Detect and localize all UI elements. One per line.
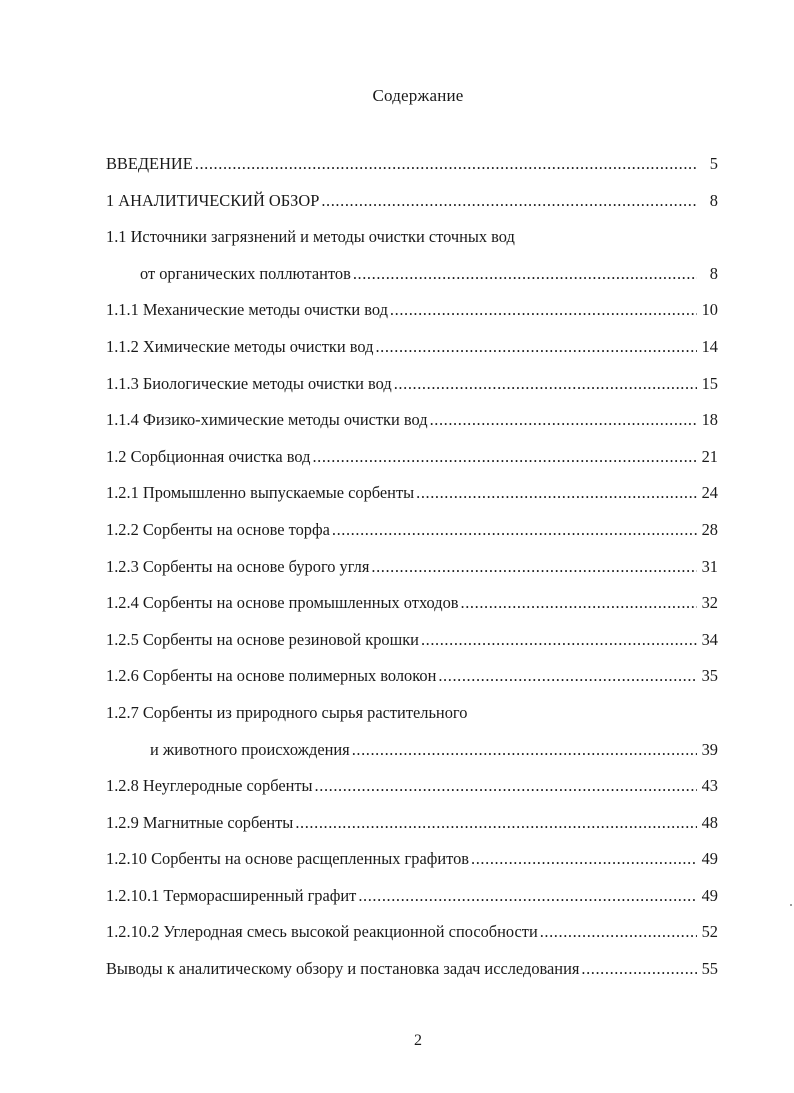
toc-entry-label: 1.1.4 Физико-химические методы очистки вод xyxy=(106,410,428,430)
toc-entry-label: 1.2.10.2 Углеродная смесь высокой реакционной способности xyxy=(106,922,538,942)
dot-leader xyxy=(375,339,697,355)
toc-entry-page: 49 xyxy=(701,885,718,905)
dot-leader xyxy=(430,412,697,428)
toc-entry-1-2-4 xyxy=(106,595,718,632)
toc-entry-1-1-line-2 xyxy=(106,263,718,303)
toc-entry-1-2-9 xyxy=(106,812,718,852)
page-title: Содержание xyxy=(372,86,464,105)
toc-entry-label: 1.2.3 Сорбенты на основе бурого угля xyxy=(106,556,370,576)
toc-entry-1-2-8 xyxy=(106,778,718,815)
toc-entry-1-2-3 xyxy=(106,556,718,596)
toc-entry-1-2-7-line-2 xyxy=(106,739,718,779)
toc-entry-label: 1.2.7 Сорбенты из природного сырья растительного xyxy=(106,702,468,722)
toc-entry-label: 1.2.6 Сорбенты на основе полимерных волокон xyxy=(106,666,437,686)
toc-entry-label: 1 АНАЛИТИЧЕСКИЙ ОБЗОР xyxy=(106,190,320,210)
toc-entry-label: 1.2.5 Сорбенты на основе резиновой крошки xyxy=(106,629,419,649)
toc-entry-chapter-1 xyxy=(106,190,718,230)
dot-leader xyxy=(394,376,697,392)
toc-entry-page: 39 xyxy=(701,739,718,759)
toc-entry-label: 1.1.2 Химические методы очистки вод xyxy=(106,336,374,356)
toc-entry-1-2 xyxy=(106,446,718,486)
toc-entry-page: 28 xyxy=(701,519,718,539)
toc-entry-label: 1.1.1 Механические методы очистки вод xyxy=(106,300,388,320)
toc-entry-label: 1.2.1 Промышленно выпускаемые сорбенты xyxy=(106,483,415,503)
toc-entry-1-1-line-1 xyxy=(106,229,718,266)
toc-entry-label: 1.1.3 Биологические методы очистки вод xyxy=(106,373,392,393)
dot-leader xyxy=(471,851,697,867)
toc-entry-page: 52 xyxy=(701,922,718,942)
dot-leader xyxy=(358,888,697,904)
toc-entry-page: 5 xyxy=(709,154,718,173)
toc-entry-label: 1.2 Сорбционная очистка вод xyxy=(106,446,311,466)
toc-entry-label: 1.2.10.1 Терморасширенный графит xyxy=(106,885,357,905)
toc-entry-label: 1.2.9 Магнитные сорбенты xyxy=(106,812,294,832)
toc-entry-page: 32 xyxy=(701,593,718,613)
toc-entry-1-2-10-2 xyxy=(106,924,718,961)
toc-entry-page: 18 xyxy=(701,410,718,430)
toc-entry-1-1-2 xyxy=(106,336,718,376)
toc-entry-page: 8 xyxy=(709,190,718,210)
dot-leader xyxy=(352,742,697,758)
dot-leader xyxy=(416,485,697,501)
toc-entry-page: 35 xyxy=(701,666,718,686)
dot-leader xyxy=(461,595,697,611)
dot-leader xyxy=(321,193,697,209)
toc-entry-conclusions xyxy=(106,961,718,998)
toc-entry-label: 1.2.8 Неуглеродные сорбенты xyxy=(106,776,313,796)
toc-entry-label: от органических поллютантов xyxy=(140,263,351,283)
toc-entry-1-2-6 xyxy=(106,668,718,705)
dot-leader xyxy=(371,559,697,575)
dot-leader xyxy=(540,924,697,940)
dot-leader xyxy=(390,302,697,318)
toc-entry-1-2-10-1 xyxy=(106,885,718,925)
toc-entry-page: 49 xyxy=(701,849,718,869)
toc-entry-page: 24 xyxy=(701,483,718,503)
toc-entry-page: 48 xyxy=(701,812,718,832)
toc-entry-1-1-1 xyxy=(106,302,718,339)
toc-entry-1-1-4 xyxy=(106,412,718,449)
dot-leader xyxy=(295,815,697,831)
toc-entry-label: 1.2.2 Сорбенты на основе торфа xyxy=(106,519,330,539)
toc-entry-label: ВВЕДЕНИЕ xyxy=(106,154,193,173)
toc-entry-label: и животного происхождения xyxy=(150,739,350,759)
toc-entry-1-2-10 xyxy=(106,851,718,888)
toc-entry-page: 21 xyxy=(701,446,718,466)
toc-entry-page: 43 xyxy=(701,776,718,796)
toc-entry-label: 1.2.4 Сорбенты на основе промышленных отходов xyxy=(106,593,459,613)
toc-entry-label: 1.2.10 Сорбенты на основе расщепленных графитов xyxy=(106,849,470,869)
toc-entry-1-2-2 xyxy=(106,519,718,559)
dot-leader xyxy=(332,522,697,538)
toc-entry-page: 34 xyxy=(701,629,718,649)
toc-entry-page: 55 xyxy=(701,959,718,979)
dot-leader xyxy=(421,632,697,648)
toc-entry-label: Выводы к аналитическому обзору и постановка задач исследования xyxy=(106,959,580,979)
table-of-contents xyxy=(106,156,718,998)
toc-entry-1-1-3 xyxy=(106,373,718,413)
toc-entry-introduction xyxy=(106,156,718,193)
toc-entry-1-2-5 xyxy=(106,629,718,669)
page-number: 2 xyxy=(414,1032,422,1049)
dot-leader xyxy=(438,668,697,684)
scan-speck xyxy=(790,904,792,906)
toc-entry-1-2-1 xyxy=(106,485,718,522)
toc-entry-page: 10 xyxy=(701,300,718,320)
toc-entry-page: 8 xyxy=(709,263,718,283)
dot-leader xyxy=(353,266,697,282)
toc-entry-label: 1.1 Источники загрязнений и методы очистки сточных вод xyxy=(106,227,515,247)
dot-leader xyxy=(315,778,697,794)
dot-leader xyxy=(581,961,697,977)
toc-entry-page: 14 xyxy=(701,336,718,356)
dot-leader xyxy=(312,449,697,465)
toc-entry-page: 31 xyxy=(701,556,718,576)
toc-entry-1-2-7-line-1 xyxy=(106,702,718,742)
toc-entry-page: 15 xyxy=(701,373,718,393)
dot-leader xyxy=(195,156,697,172)
